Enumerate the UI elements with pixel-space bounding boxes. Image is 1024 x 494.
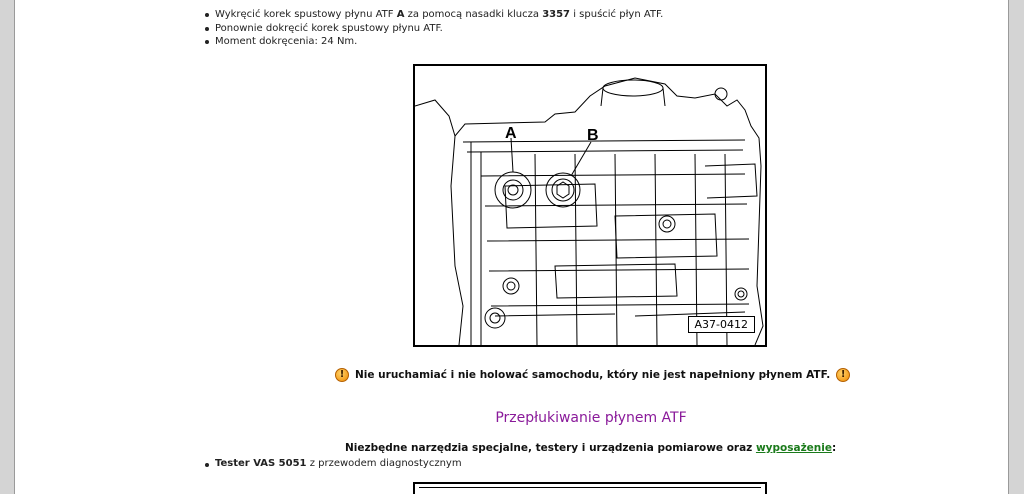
step-item: [203, 8, 663, 22]
tool-number: 3357: [542, 9, 571, 20]
step-item: Ponownie dokręcić korek spustowy płynu ATF.: [203, 22, 663, 36]
tool-item: [203, 458, 462, 469]
tools-text: Niezbędne narzędzia specjalne, testery i urządzenia pomiarowe oraz: [345, 442, 756, 454]
tool-name: Tester VAS 5051: [215, 458, 307, 469]
step-text: za pomocą nasadki klucza: [404, 9, 543, 20]
document-page: [14, 0, 1009, 494]
label-a: A: [505, 125, 517, 142]
warning-icon: !: [836, 368, 850, 382]
warning-note: [335, 367, 850, 383]
technical-illustration: [413, 64, 767, 347]
tools-heading: [345, 442, 836, 454]
tools-suffix: :: [832, 442, 837, 454]
transmission-drawing: [415, 66, 765, 345]
warning-icon: !: [335, 368, 349, 382]
warning-text: Nie uruchamiać i nie holować samochodu, który nie jest napełniony płynem ATF.: [355, 369, 831, 381]
step-item: Moment dokręcenia: 24 Nm.: [203, 35, 663, 49]
tool-description: z przewodem diagnostycznym: [306, 458, 462, 469]
procedure-steps: [203, 8, 663, 49]
next-illustration-frame: [413, 482, 767, 494]
label-b: B: [587, 127, 599, 144]
step-text: i spuścić płyn ATF.: [570, 9, 664, 20]
figure-code: A37-0412: [688, 316, 756, 333]
tools-list: [203, 458, 462, 469]
section-title: Przepłukiwanie płynem ATF: [495, 410, 687, 426]
step-text: Wykręcić korek spustowy płynu ATF: [215, 9, 397, 20]
step-bold: A: [396, 9, 405, 20]
equipment-link[interactable]: wyposażenie: [755, 442, 832, 454]
